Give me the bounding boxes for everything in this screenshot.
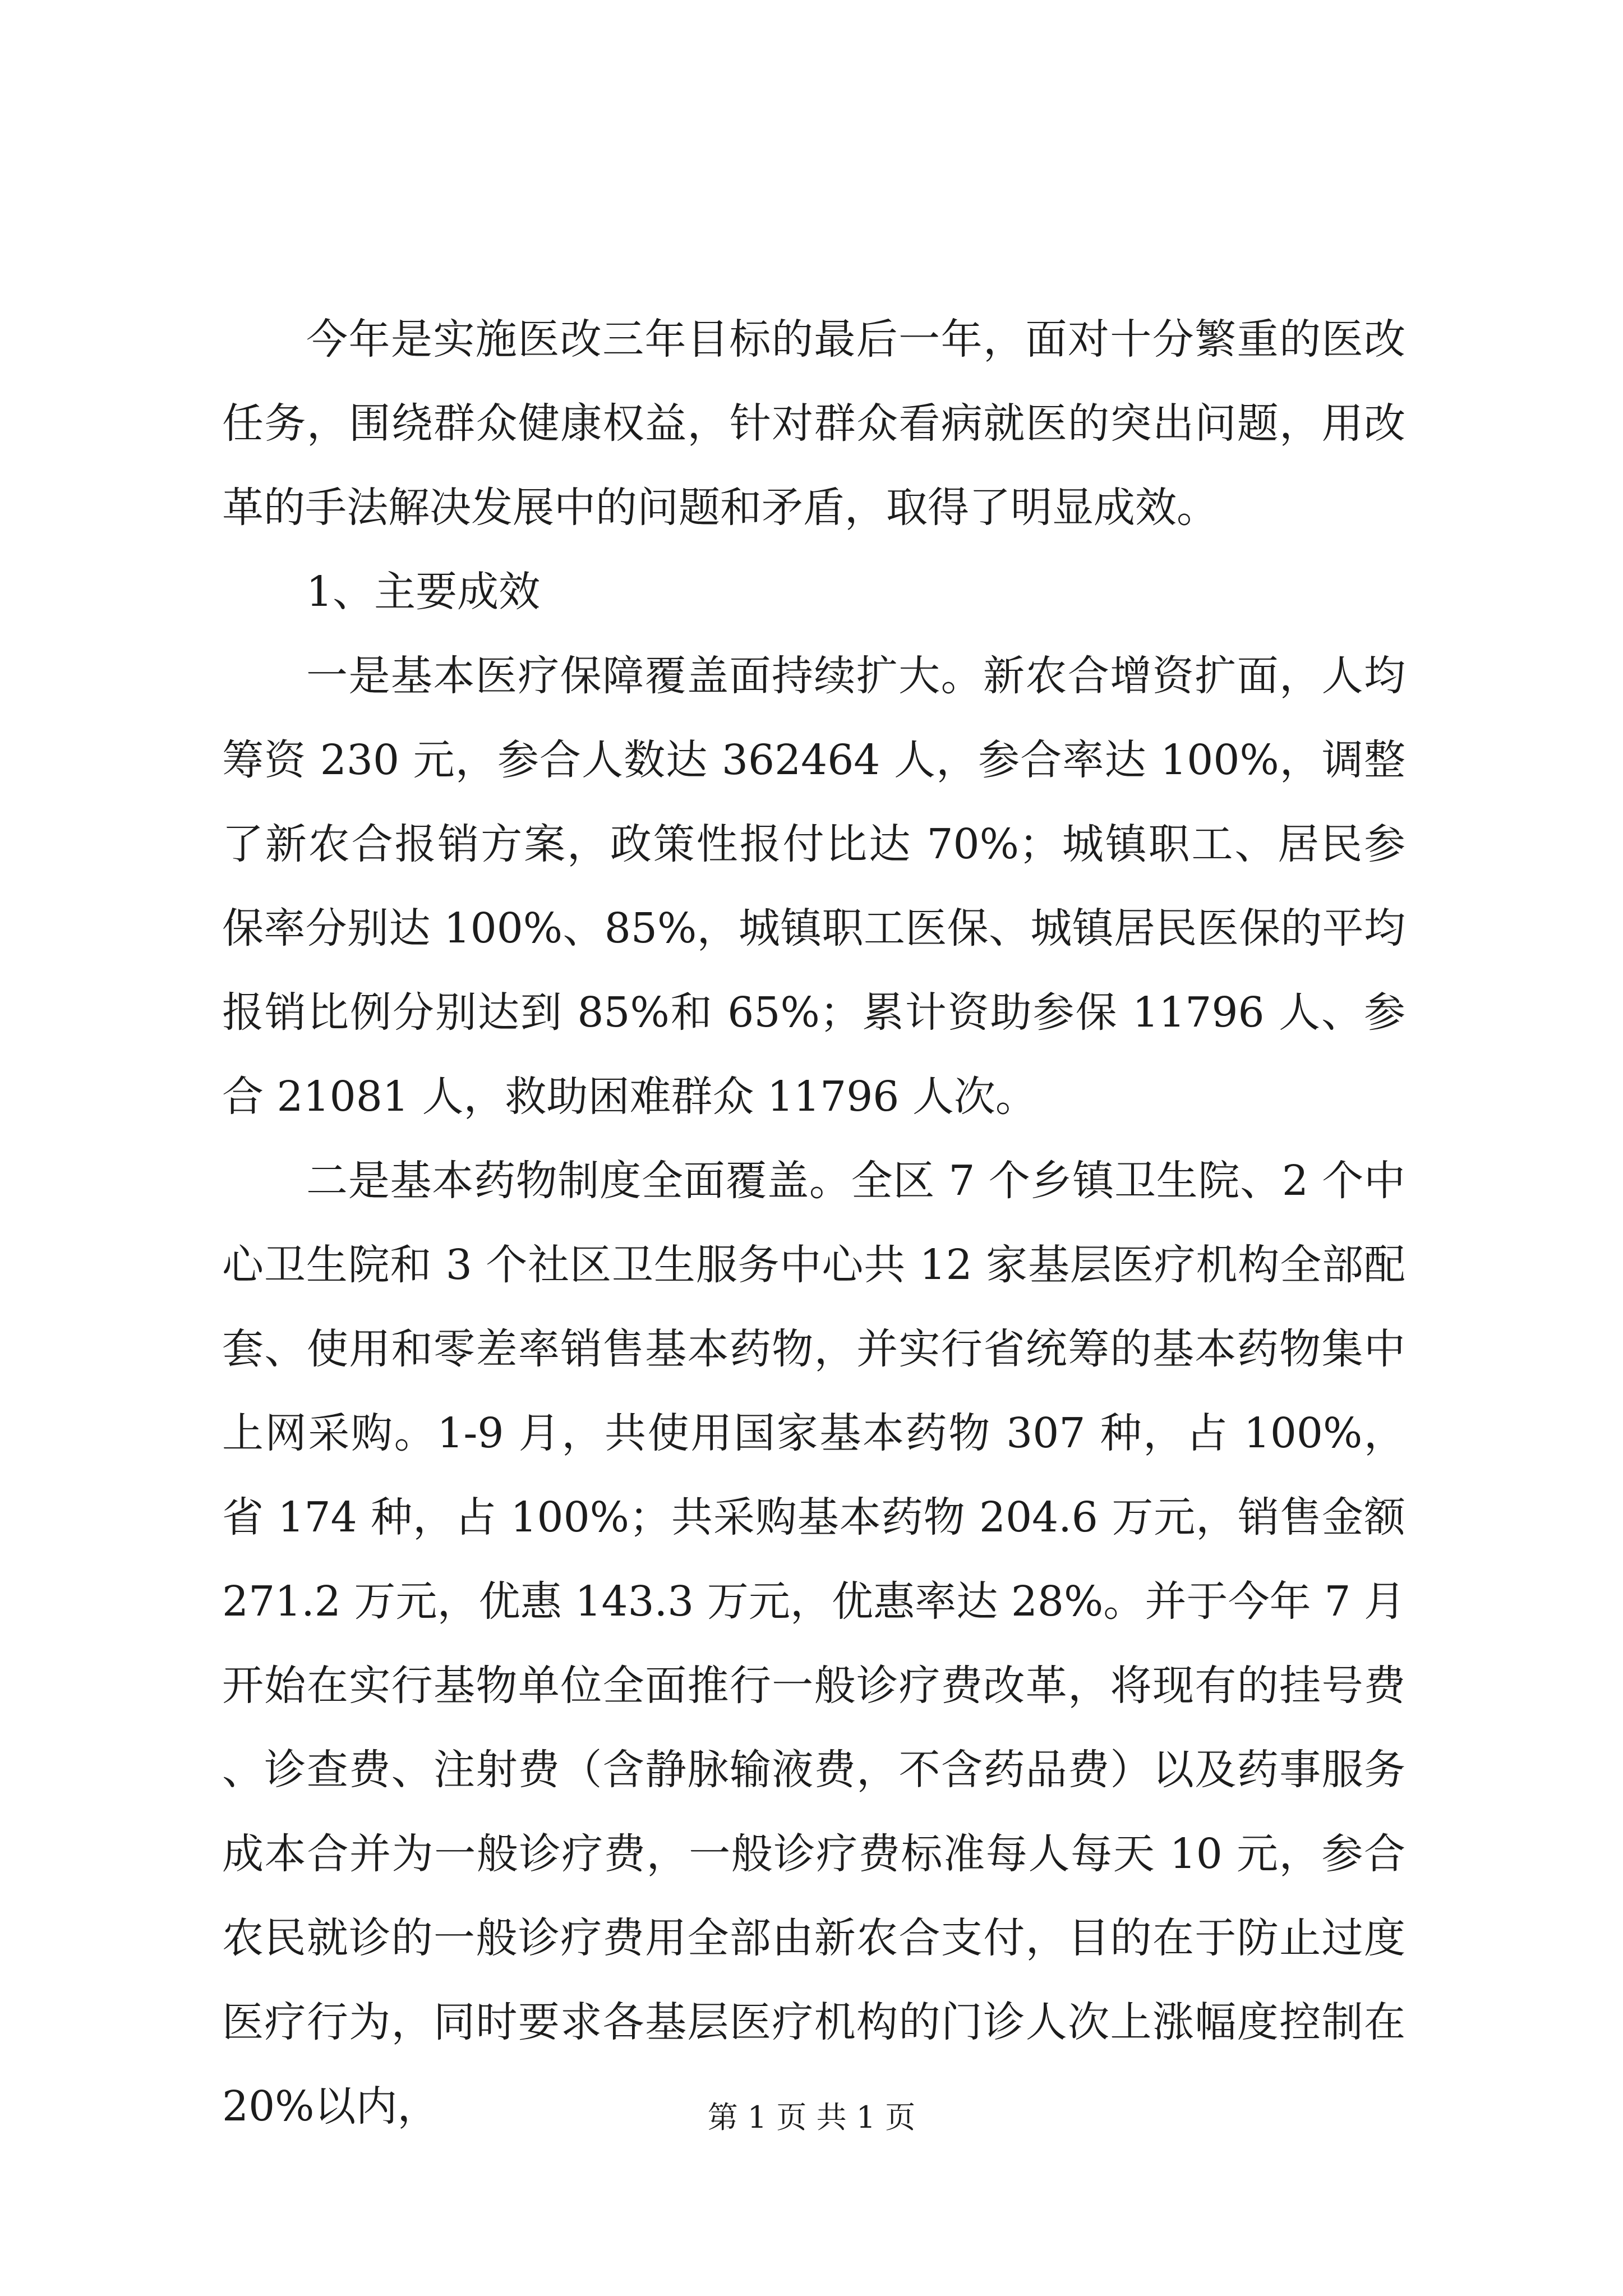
paragraph-essential-drugs: 二是基本药物制度全面覆盖。全区 7 个乡镇卫生院、2 个中心卫生院和 3 个社区卫生服务中心共 12 家基层医疗机构全部配套、使用和零差率销售基本药物，并实行省统筹的基本药物集中上网采购。1-9 月，共使用国家基本药物 307 种，占 100%，省 174 种，占 100%；共采购基本药物 204.6 万元，销售金额 271.2 万元，优惠 143.3 万元，优惠率达 28%。并于今年 7 月开始在实行基物单位全面推行一般诊疗费改革，将现有的挂号费、诊查费、注射费（含静脉输液费，不含药品费）以及药事服务成本合并为一般诊疗费，一般诊疗费标准每人每天 10 元，参合农民就诊的一般诊疗费用全部由新农合支付，目的在于防止过度医疗行为，同时要求各基层医疗机构的门诊人次上涨幅度控制在 20%以内，: [222, 1157, 1405, 2131]
paragraph-intro: 今年是实施医改三年目标的最后一年，面对十分繁重的医改任务，围绕群众健康权益，针对群众看病就医的突出问题，用改革的手法解决发展中的问题和矛盾，取得了明显成效。: [222, 315, 1405, 532]
document-body: [222, 297, 1405, 2148]
paragraph-medical-insurance: 一是基本医疗保障覆盖面持续扩大。新农合增资扩面，人均筹资 230 元，参合人数达 362464 人，参合率达 100%，调整了新农合报销方案，政策性报付比达 70%；城镇职工、居民参保率分别达 100%、85%，城镇职工医保、城镇居民医保的平均报销比例分别达到 85%和 65%；累计资助参保 11796 人、参合 21081 人，救助困难群众 11796 人次。: [222, 652, 1405, 1121]
page-footer: 第 1 页 共 1 页: [707, 2100, 916, 2135]
section-heading: 1、主要成效: [306, 568, 541, 616]
